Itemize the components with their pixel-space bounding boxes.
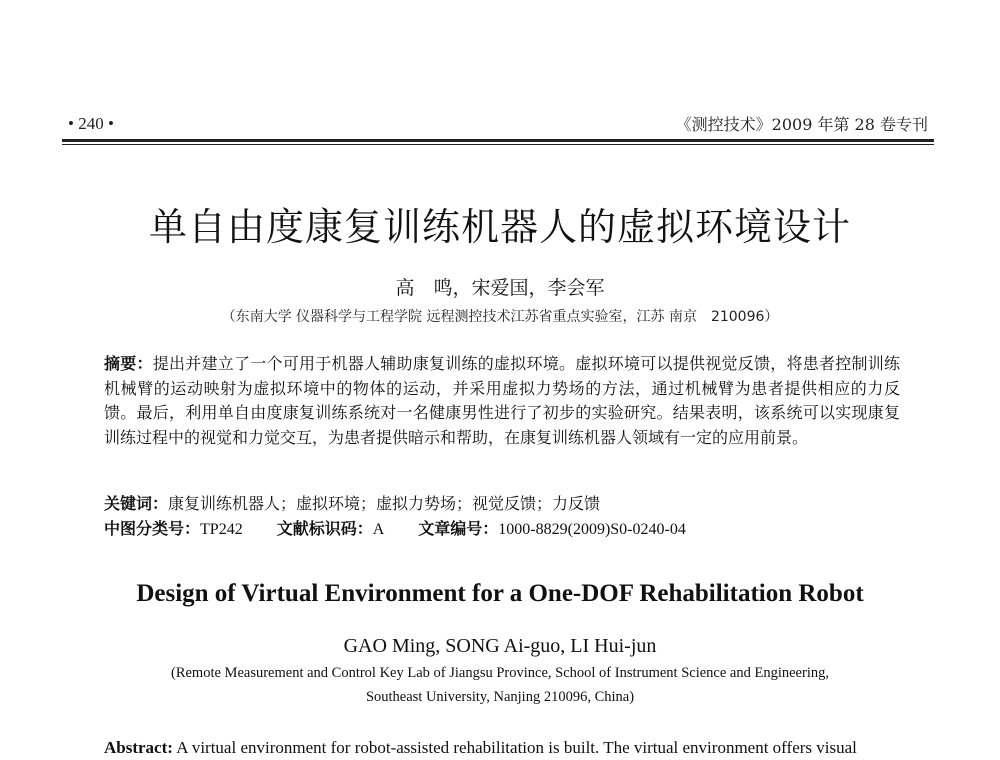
english-title: Design of Virtual Environment for a One-DOF Rehabilitation Robot (136, 580, 864, 607)
english-abstract-text: A virtual environment for robot-assisted rehabilitation is built. The virtual environment offers visual (176, 738, 857, 757)
chinese-abstract (104, 352, 900, 450)
keywords-text: 康复训练机器人；虚拟环境；虚拟力势场；视觉反馈；力反馈 (168, 494, 601, 513)
chinese-keywords (104, 491, 600, 514)
chinese-authors: 高 鸣，宋爱国，李会军 (395, 277, 605, 299)
keywords-label: 关键词： (104, 494, 169, 513)
classification-line (104, 516, 686, 539)
article-no-value: 1000-8829(2009)S0-0240-04 (498, 521, 686, 538)
english-affiliation-line2: Southeast University, Nanjing 210096, China) (365, 689, 635, 705)
chinese-title: 单自由度康复训练机器人的虚拟环境设计 (148, 205, 851, 249)
doc-code-label: 文献标识码： (276, 519, 373, 538)
article-no-label: 文章编号： (418, 519, 499, 538)
chinese-abstract-label: 摘要： (104, 354, 153, 373)
journal-header: 《测控技术》2009 年第 28 卷专刊 (675, 115, 928, 134)
chinese-abstract-text: 提出并建立了一个可用于机器人辅助康复训练的虚拟环境。虚拟环境可以提供视觉反馈，将患者控制训练机械臂的运动映射为虚拟环境中的物体的运动，并采用虚拟力势场的方法，通过机械臂为患者提供相应的力反馈。最后，利用单自由度康复训练系统对一名健康男性进行了初步的实验研究。结果表明，该系统可以实现康复训练过程中的视觉和力觉交互，为患者提供暗示和帮助，在康复训练机器人领域有一定的应用前景。 (104, 354, 900, 447)
clc-label: 中图分类号： (104, 519, 201, 538)
header-rule-thin (62, 144, 934, 145)
clc-value: TP242 (200, 521, 243, 538)
english-authors: GAO Ming, SONG Ai-guo, LI Hui-jun (343, 635, 657, 657)
english-abstract (104, 738, 857, 758)
chinese-affiliation: （东南大学 仪器科学与工程学院 远程测控技术江苏省重点实验室，江苏 南京 210096） (221, 309, 779, 325)
page-number: • 240 • (68, 114, 114, 133)
english-abstract-label: Abstract: (104, 738, 173, 757)
header-rule-thick (62, 139, 934, 142)
english-affiliation-line1: (Remote Measurement and Control Key Lab of Jiangsu Province, School of Instrument Science and Engineering, (171, 665, 829, 681)
doc-code-value: A (372, 521, 385, 538)
